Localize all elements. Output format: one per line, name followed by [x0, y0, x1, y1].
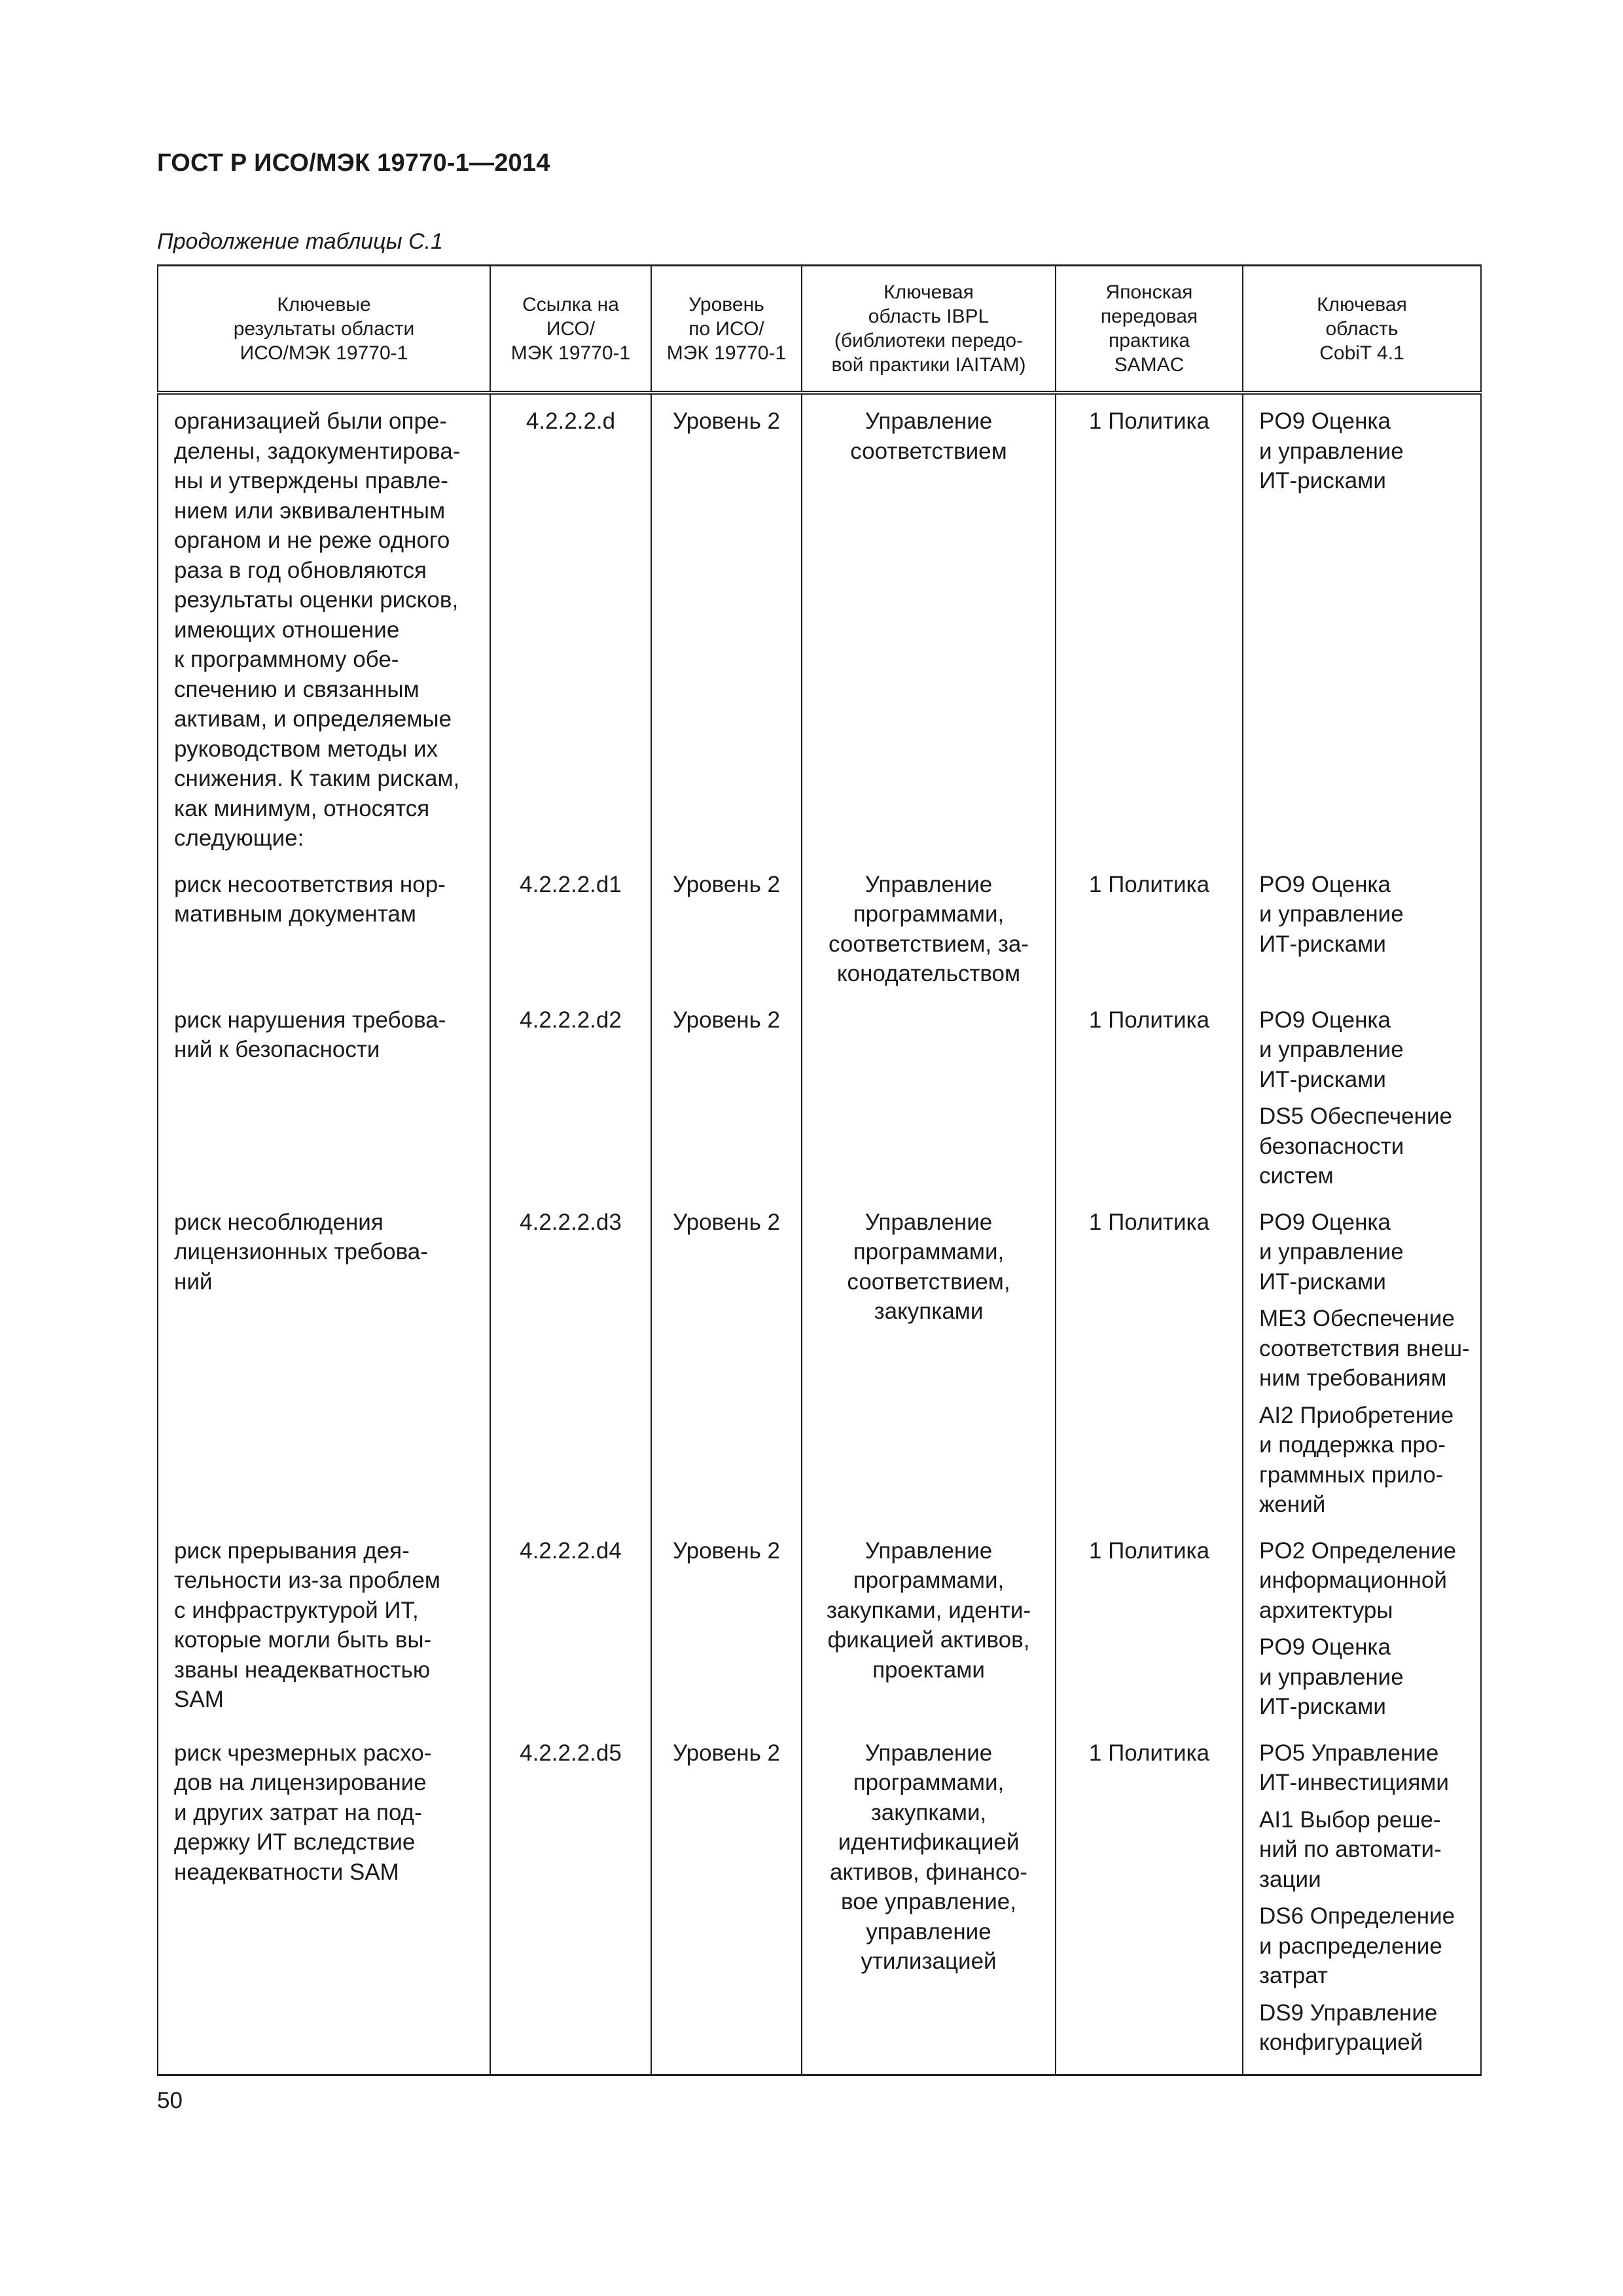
cobit-entry: PO9 Оценка и управление ИТ-рисками — [1259, 1209, 1404, 1295]
cell-reference: 4.2.2.2.d3 — [490, 1208, 651, 1536]
cell-cobit — [1243, 1738, 1481, 2075]
cell-cobit — [1243, 870, 1481, 1005]
cobit-entry: AI1 Выбор реше- ний по автомати- зации — [1259, 1806, 1442, 1892]
cell-samac: 1 Политика — [1056, 1005, 1243, 1208]
table-row — [158, 1738, 1481, 2075]
cell-ibpl: Управление программами, закупками, идентификацией активов, финансо- вое управление, управление утилизацией — [802, 1738, 1056, 2075]
cobit-entry: PO9 Оценка и управление ИТ-рисками — [1259, 408, 1404, 493]
cell-reference: 4.2.2.2.d5 — [490, 1738, 651, 2075]
cell-cobit — [1243, 1536, 1481, 1738]
header-key-results: Ключевые результаты области ИСО/МЭК 19770-1 — [158, 266, 490, 393]
cobit-entry: PO9 Оценка и управление ИТ-рисками — [1259, 1007, 1404, 1092]
standards-mapping-table — [157, 264, 1482, 2076]
cell-result: риск нарушения требова- ний к безопасности — [158, 1005, 490, 1208]
cobit-entry: PO5 Управление ИТ-инвестициями — [1259, 1740, 1449, 1795]
cell-ibpl — [802, 1005, 1056, 1208]
table-caption: Продолжение таблицы С.1 — [157, 229, 443, 254]
cobit-entry: PO9 Оценка и управление ИТ-рисками — [1259, 1634, 1404, 1719]
cobit-entry: DS6 Определение и распределение затрат — [1259, 1903, 1455, 1988]
cell-samac: 1 Политика — [1056, 1738, 1243, 2075]
cobit-entry: DS9 Управление конфигурацией — [1259, 2000, 1438, 2055]
cell-ibpl: Управление программами, соответствием, за- конодательством — [802, 870, 1056, 1005]
cell-samac: 1 Политика — [1056, 1208, 1243, 1536]
cobit-entry: PO2 Определение информационной архитектуры — [1259, 1537, 1457, 1623]
cell-level: Уровень 2 — [651, 1536, 802, 1738]
cell-reference: 4.2.2.2.d4 — [490, 1536, 651, 1738]
cell-result: риск несоблюдения лицензионных требова- ний — [158, 1208, 490, 1536]
cell-level: Уровень 2 — [651, 393, 802, 870]
cell-level: Уровень 2 — [651, 1208, 802, 1536]
cell-result: риск несоответствия нор- мативным документам — [158, 870, 490, 1005]
header-cobit-area: Ключевая область CobiT 4.1 — [1243, 266, 1481, 393]
header-reference: Ссылка на ИСО/ МЭК 19770-1 — [490, 266, 651, 393]
table-header-row — [158, 266, 1481, 393]
document-header: ГОСТ Р ИСО/МЭК 19770-1—2014 — [157, 149, 550, 177]
header-ibpl-area: Ключевая область IBPL (библиотеки передо- вой практики IAITAM) — [802, 266, 1056, 393]
cell-level: Уровень 2 — [651, 1005, 802, 1208]
cell-cobit — [1243, 1208, 1481, 1536]
cell-level: Уровень 2 — [651, 870, 802, 1005]
cell-samac: 1 Политика — [1056, 1536, 1243, 1738]
table-row — [158, 870, 1481, 1005]
cell-cobit — [1243, 1005, 1481, 1208]
cell-result: риск чрезмерных расхо- дов на лицензирование и других затрат на под- держку ИТ вследствие неадекватности SAM — [158, 1738, 490, 2075]
cell-result: организацией были опре- делены, задокументирова- ны и утверждены правле- нием или эквивалентным органом и не реже одного раза в год обновляются результаты оценки рисков, имеющих отношение к программному обе- спечению и связанным активам, и определяемые руководством методы их снижения. К таким рискам, как минимум, относятся следующие: — [158, 393, 490, 870]
cobit-entry: AI2 Приобретение и поддержка про- граммных прило- жений — [1259, 1402, 1454, 1517]
cobit-entry: ME3 Обеспечение соответствия внеш- ним требованиям — [1259, 1306, 1470, 1391]
cell-reference: 4.2.2.2.d1 — [490, 870, 651, 1005]
page-number: 50 — [157, 2088, 183, 2113]
cell-cobit — [1243, 393, 1481, 870]
table-row — [158, 393, 1481, 870]
cell-ibpl: Управление программами, закупками, иденти- фикацией активов, проектами — [802, 1536, 1056, 1738]
table-row — [158, 1005, 1481, 1208]
cell-ibpl: Управление программами, соответствием, закупками — [802, 1208, 1056, 1536]
cobit-entry: PO9 Оценка и управление ИТ-рисками — [1259, 871, 1404, 957]
cell-samac: 1 Политика — [1056, 393, 1243, 870]
table-row — [158, 1536, 1481, 1738]
cobit-entry: DS5 Обеспечение безопасности систем — [1259, 1103, 1452, 1189]
cell-reference: 4.2.2.2.d — [490, 393, 651, 870]
cell-samac: 1 Политика — [1056, 870, 1243, 1005]
header-level: Уровень по ИСО/ МЭК 19770-1 — [651, 266, 802, 393]
table-row — [158, 1208, 1481, 1536]
header-samac-practice: Японская передовая практика SAMAC — [1056, 266, 1243, 393]
cell-level: Уровень 2 — [651, 1738, 802, 2075]
cell-ibpl: Управление соответствием — [802, 393, 1056, 870]
cell-reference: 4.2.2.2.d2 — [490, 1005, 651, 1208]
cell-result: риск прерывания дея- тельности из-за проблем с инфраструктурой ИТ, которые могли быть вы- званы неадекватностью SAM — [158, 1536, 490, 1738]
